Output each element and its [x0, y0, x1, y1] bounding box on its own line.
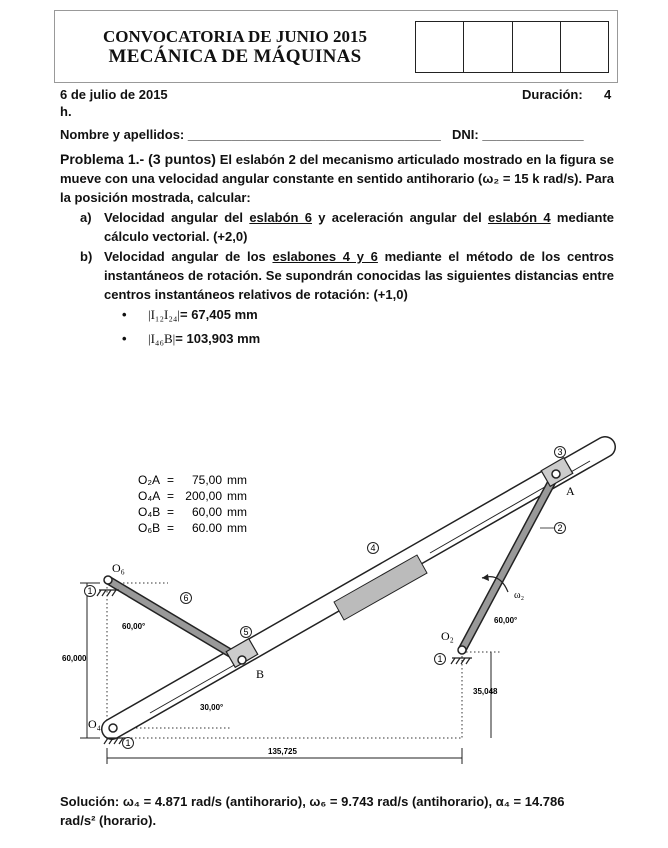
dim-name: O₄B: [138, 505, 161, 519]
item-b-marker: b): [80, 249, 93, 264]
dimension-lines: [80, 583, 491, 764]
marker-link4: 4: [370, 543, 376, 553]
dimensions-table: [138, 473, 247, 535]
pin-o2: [458, 646, 466, 654]
exam-title-line1: CONVOCATORIA DE JUNIO 2015: [103, 27, 367, 46]
grounds: [97, 590, 472, 744]
item-a-u2: eslabón 4: [487, 210, 551, 225]
exam-title-line2: MECÁNICA DE MÁQUINAS: [108, 46, 362, 67]
dim-eq: =: [167, 521, 175, 535]
label-b: B: [256, 667, 265, 681]
dim-eq: =: [167, 489, 175, 503]
dim-eq: =: [167, 505, 175, 519]
pin-a: [552, 470, 560, 478]
marker-link3: 3: [557, 447, 563, 457]
dim-value: 60.00: [191, 521, 222, 535]
problem-text: El eslabón 2 del mecanismo articulado mostrado en la figura se mueve con una velocidad angular constante en sentido antihorario (ω₂ = 15 k rad/s). Para la posición mostrada, calcular:: [60, 152, 614, 205]
item-a-u1: eslabón 6: [249, 210, 312, 225]
label-omega2: ω₂: [514, 590, 525, 601]
item-b-t2: mediante el método de los centros instantáneos de rotación. Se supondrán conocidas las siguientes distancias entre centros instantáneos relativos de rotación: (+1,0): [104, 249, 614, 302]
angle-o2: 60,00°: [494, 616, 518, 625]
marker-link5: 5: [243, 627, 249, 637]
dim-value: 60,00: [191, 505, 222, 519]
label-o4: O₄: [88, 717, 101, 731]
item-a-marker: a): [80, 210, 92, 225]
dim-value: 200,00: [185, 489, 222, 503]
duration-value: 4: [604, 87, 612, 102]
pin-o4: [109, 724, 117, 732]
dim-name: O₄A: [138, 489, 161, 503]
solution-line1: Solución: ω₄ = 4.871 rad/s (antihorario), ω₆ = 9.743 rad/s (antihorario), α₄ = 14.786: [60, 794, 565, 809]
label-a: A: [566, 484, 575, 498]
bullet-dot: •: [122, 331, 127, 346]
dni-field: DNI: ______________: [452, 127, 584, 142]
dim-o2: 35,048: [473, 687, 498, 696]
dim-width: 135,725: [268, 747, 297, 756]
dim-name: O₂A: [138, 473, 160, 487]
angle-o4: 30,00°: [200, 703, 224, 712]
dim-eq: =: [167, 473, 175, 487]
marker-ground: 1: [437, 654, 443, 664]
bullet-dot: •: [122, 307, 127, 322]
duration-label: Duración:: [522, 87, 583, 102]
dim-unit: mm: [227, 505, 247, 519]
angle-o6: 60,00°: [122, 622, 146, 631]
item-b-u1: eslabones 4 y 6: [272, 249, 378, 264]
bullet-value: = 67,405 mm: [180, 307, 258, 322]
duration-unit: h.: [60, 104, 72, 119]
dim-unit: mm: [227, 521, 247, 535]
name-field: Nombre y apellidos: ___________________________________: [60, 127, 441, 142]
dim-unit: mm: [227, 473, 247, 487]
omega2-arrowhead: [482, 574, 489, 581]
marker-link2: 2: [557, 523, 563, 533]
marker-link6: 6: [183, 593, 189, 603]
item-b-t1: Velocidad angular de los: [104, 249, 273, 264]
bullet-value: = 103,903 mm: [175, 331, 261, 346]
pin-b: [238, 656, 246, 664]
problem-heading: Problema 1.- (3 puntos): [60, 151, 216, 167]
dim-value: 75,00: [191, 473, 222, 487]
link-6: [108, 580, 242, 660]
item-a-t2: y aceleración angular del: [311, 210, 488, 225]
dim-unit: mm: [227, 489, 247, 503]
marker-ground: 1: [125, 738, 131, 748]
bullet-symbol: |I₄₆B|: [148, 331, 176, 346]
exam-date: 6 de julio de 2015: [60, 87, 168, 102]
bullet-symbol: |I₁₂I₂₄|: [148, 307, 180, 322]
dim-name: O₆B: [138, 521, 161, 535]
marker-ground: 1: [87, 586, 93, 596]
solution: [60, 792, 614, 830]
item-a-t3: mediante cálculo vectorial. (+2,0): [104, 210, 615, 244]
label-o6: O₆: [112, 561, 125, 575]
dim-height: 60,000: [62, 654, 87, 663]
solution-line2: rad/s² (horario).: [60, 813, 157, 828]
label-o2: O₂: [441, 629, 454, 643]
item-a-t1: Velocidad angular del: [104, 210, 250, 225]
pin-o6: [104, 576, 112, 584]
